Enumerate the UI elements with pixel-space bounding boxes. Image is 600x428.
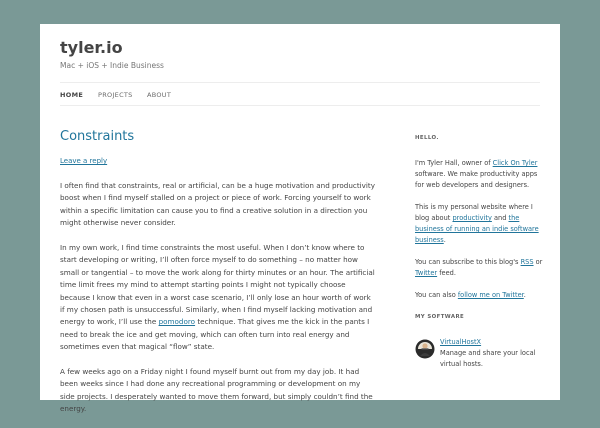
sidebar-follow bbox=[415, 290, 545, 301]
twitter-feed-link[interactable]: Twitter bbox=[415, 269, 438, 277]
site-description: Mac + iOS + Indie Business bbox=[60, 61, 164, 70]
sidebar-text: This is my personal website where I blog about bbox=[415, 203, 533, 222]
post-paragraph: A few weeks ago on a Friday night I found myself burnt out from my day job. It had been weeks since I had done any recreational programming or development on my side projects. I desperately wanted to move them forward, but simply couldn’t find the energy. bbox=[60, 367, 373, 414]
click-on-tyler-link[interactable]: Click On Tyler bbox=[492, 159, 538, 167]
post-paragraph bbox=[60, 242, 376, 354]
widget-title-software: MY SOFTWARE bbox=[415, 314, 465, 320]
sidebar-intro bbox=[415, 158, 545, 191]
paragraph-text: In my own work, I find time constraints the most useful. When I don’t know where to start developing or writing, I’ll often force myself to do something – no matter how small or tangential – to move the work along for thirty minutes or an hour. The artificial time limit frees my mind to attempt starting points I might not typically choose because I know that even in a worst case scenario, I’ll only lose an hour worth of work if my chosen path is unsuccessful. Similarly, when I find myself lacking motivation and energy to work, I’ll use the bbox=[60, 243, 375, 327]
software-text bbox=[440, 337, 545, 370]
sidebar-text: You can also bbox=[415, 291, 458, 299]
productivity-link[interactable]: productivity bbox=[452, 214, 492, 222]
software-item bbox=[415, 337, 545, 370]
sidebar-about bbox=[415, 202, 545, 246]
sidebar-text: and bbox=[491, 214, 509, 222]
post-title-link[interactable]: Constraints bbox=[60, 129, 135, 144]
sidebar-subscribe bbox=[415, 257, 545, 279]
nav-item-home[interactable]: HOME bbox=[60, 91, 84, 99]
sidebar bbox=[415, 133, 545, 370]
software-description: Manage and share your local virtual hosts. bbox=[440, 349, 536, 368]
sidebar-text: You can subscribe to this blog's bbox=[415, 258, 521, 266]
sidebar-text: software. We make productivity apps for web developers and designers. bbox=[415, 170, 538, 189]
post-paragraph: I often find that constraints, real or artificial, can be a huge motivation and productivity boost when I find myself stalled on a project or piece of work. Forcing yourself to work within a specific limitation can cause you to find a creative solution in a direction you might otherwise never consider. bbox=[60, 181, 375, 228]
widget-title-hello: HELLO. bbox=[415, 135, 439, 141]
nav-item-projects[interactable]: PROJECTS bbox=[98, 91, 133, 99]
sidebar-text: or bbox=[533, 258, 543, 266]
post-content bbox=[60, 180, 376, 428]
sidebar-text: feed. bbox=[437, 269, 456, 277]
rss-link[interactable]: RSS bbox=[520, 258, 534, 266]
sidebar-text: . bbox=[523, 291, 526, 299]
page-container bbox=[40, 24, 560, 414]
sidebar-text: . bbox=[443, 236, 446, 244]
main-navigation bbox=[60, 82, 540, 106]
paragraph-text: technique. That gives me the kick in the pants I need to break the ice and get moving, which can often turn into real energy and sometimes even that magical “flow” state. bbox=[60, 317, 370, 352]
virtualhostx-link[interactable]: VirtualHostX bbox=[440, 338, 482, 346]
pomodoro-link[interactable]: pomodoro bbox=[158, 317, 196, 327]
indie-business-link[interactable]: the business of running an indie software business bbox=[415, 214, 539, 244]
virtualhostx-icon[interactable] bbox=[415, 339, 435, 359]
leave-reply-link[interactable]: Leave a reply bbox=[60, 157, 108, 165]
site-title-link[interactable]: tyler.io bbox=[60, 38, 123, 57]
nav-item-about[interactable]: ABOUT bbox=[147, 91, 172, 99]
follow-twitter-link[interactable]: follow me on Twitter bbox=[457, 291, 524, 299]
sidebar-text: I'm Tyler Hall, owner of bbox=[415, 159, 493, 167]
